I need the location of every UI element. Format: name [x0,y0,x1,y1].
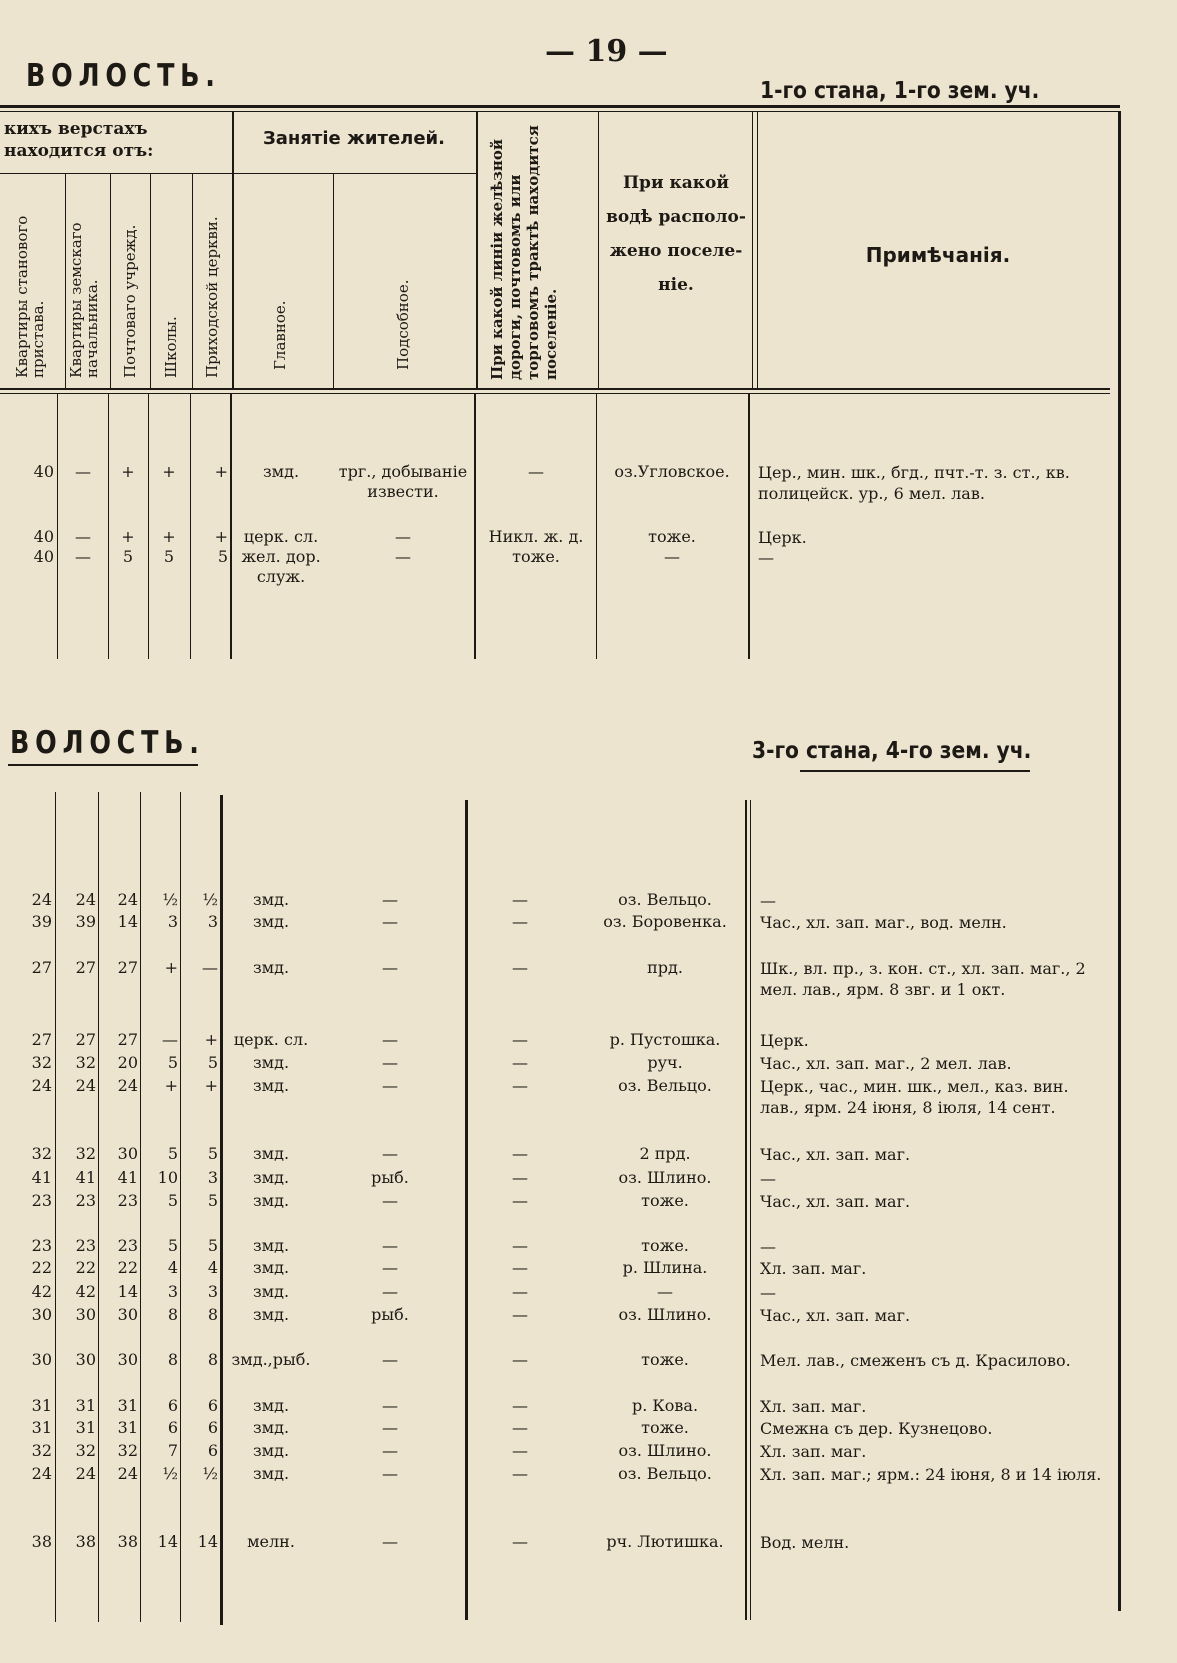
cell-church: + [214,527,228,546]
cell-stan: 32 [31,1053,52,1072]
bot-col-line-2 [98,792,99,1622]
cell-main: змд. [252,1396,290,1415]
cell-zem: 30 [75,1305,96,1324]
cell-road: Никл. ж. д. [488,527,584,546]
cell-main: змд. [252,890,290,909]
cell-school: 4 [167,1258,178,1277]
cell-road: — [512,1236,528,1255]
hdr-sep-3 [150,173,151,388]
col-header-stan: Квартиры станового пристава. [13,215,47,378]
col-header-post: Почтоваго учрежд. [121,224,139,378]
cell-post: 5 [122,547,134,566]
cell-main: змд.,рыб. [231,1350,311,1369]
cell-school: 10 [157,1168,178,1187]
cell-water: рч. Лютишка. [606,1532,724,1551]
cell-note: — [758,548,774,567]
cell-stan: 30 [31,1305,52,1324]
cell-stan: 40 [33,527,54,546]
cell-water: р. Кова. [631,1396,699,1415]
col-header-main: Главное. [271,300,289,370]
cell-note: — [760,1169,776,1188]
cell-stan: 31 [31,1418,52,1437]
cell-zem: 38 [75,1532,96,1551]
cell-zem: — [75,547,91,566]
cell-school: + [164,1076,178,1095]
cell-church: + [214,462,228,481]
cell-school: 5 [167,1236,178,1255]
cell-stan: 27 [31,958,52,977]
cell-church: 6 [207,1418,218,1437]
cell-post: 30 [117,1144,138,1163]
hdr-sep-9 [752,111,753,388]
cell-post: 24 [117,890,138,909]
hdr-sep-1 [65,173,66,388]
cell-post: 24 [117,1076,138,1095]
distance-group-header: кихъ верстахъ находится отъ: [4,119,154,161]
cell-post: 14 [117,912,138,931]
cell-main: змд. [252,1464,290,1483]
bot-col-line-6 [465,800,468,1620]
stan-heading-bottom: 3-го стана, 4-го зем. уч. [752,738,1032,764]
cell-main: церк. сл. [243,527,319,546]
cell-side: — [382,1076,398,1095]
cell-main: змд. [252,1191,290,1210]
cell-main: змд. [262,462,300,481]
cell-road: — [512,1030,528,1049]
cell-stan: 23 [31,1236,52,1255]
cell-stan: 24 [31,890,52,909]
cell-post: 30 [117,1350,138,1369]
top-col-line-1 [57,394,58,659]
cell-note: Хл. зап. маг. [760,1442,867,1461]
cell-road: тоже. [512,547,560,566]
cell-school: ½ [162,890,178,909]
cell-road: — [512,1258,528,1277]
cell-stan: 24 [31,1076,52,1095]
cell-zem: — [75,527,91,546]
header-top-rule [0,105,1120,108]
cell-school: 5 [167,1191,178,1210]
cell-church: ½ [202,890,218,909]
cell-school: 7 [167,1441,178,1460]
cell-school: 5 [167,1144,178,1163]
cell-zem: 24 [75,1464,96,1483]
cell-main: жел. дор. служ. [241,547,321,586]
section-heading-bottom: ВОЛОСТЬ. [10,725,205,761]
cell-school: + [162,527,176,546]
cell-zem: — [75,462,91,481]
cell-road: — [512,1396,528,1415]
cell-water: оз. Вельцо. [618,1076,712,1095]
hdr-sep-2 [110,173,111,388]
cell-church: 5 [207,1236,218,1255]
cell-zem: 41 [75,1168,96,1187]
cell-zem: 27 [75,1030,96,1049]
header-rule-2 [0,111,1120,112]
cell-stan: 38 [31,1532,52,1551]
cell-road: — [512,1464,528,1483]
cell-post: 23 [117,1236,138,1255]
cell-stan: 40 [33,462,54,481]
cell-note: — [760,1237,776,1256]
hdr-sep-5 [232,111,234,388]
cell-zem: 23 [75,1191,96,1210]
cell-note: Мел. лав., смеженъ съ д. Красилово. [760,1351,1071,1370]
cell-main: змд. [252,1144,290,1163]
cell-note: Хл. зап. маг. [760,1397,867,1416]
cell-post: 24 [117,1464,138,1483]
cell-school: — [162,1030,178,1049]
cell-post: 14 [117,1282,138,1301]
cell-road: — [512,1350,528,1369]
cell-water: тоже. [641,1350,689,1369]
cell-zem: 39 [75,912,96,931]
cell-road: — [512,890,528,909]
col-header-road: При какой линіи желѣзной дороги, почтовомъ или торговомъ трактѣ находится поселеніе. [488,125,560,380]
top-col-line-7 [596,394,597,659]
col-header-school: Школы. [162,316,180,378]
right-border [1118,111,1121,1611]
bot-col-line-7 [745,800,747,1620]
cell-side: — [382,1191,398,1210]
cell-main: змд. [252,912,290,931]
stan-underline-bottom [800,770,1030,772]
cell-road: — [512,912,528,931]
cell-school: 8 [167,1350,178,1369]
cell-stan: 22 [31,1258,52,1277]
cell-note: Церк. [760,1031,809,1050]
bot-col-line-5 [220,795,223,1625]
cell-road: — [512,1532,528,1551]
cell-church: 3 [207,1282,218,1301]
cell-post: 22 [117,1258,138,1277]
cell-zem: 31 [75,1396,96,1415]
cell-main: змд. [252,958,290,977]
cell-road: — [512,1305,528,1324]
cell-note: Смежна съ дер. Кузнецово. [760,1419,993,1438]
cell-water: оз. Боровенка. [603,912,727,931]
cell-main: змд. [252,1168,290,1187]
cell-church: 5 [207,1053,218,1072]
cell-school: + [162,462,176,481]
cell-stan: 39 [31,912,52,931]
occupation-header: Занятіе жителей. [262,128,445,149]
cell-water: оз. Вельцо. [618,890,712,909]
cell-post: 31 [117,1396,138,1415]
cell-water: оз. Шлино. [618,1305,712,1324]
cell-water: тоже. [641,1418,689,1437]
cell-water: руч. [647,1053,683,1072]
cell-side: — [395,527,411,546]
col-header-water: При какой водѣ расположено поселеніе. [606,173,746,295]
cell-note: Час., хл. зап. маг. [760,1306,911,1325]
stan-heading-top: 1-го стана, 1-го зем. уч. [760,78,1040,104]
hdr-sep-4 [192,173,193,388]
cell-main: змд. [252,1236,290,1255]
cell-note: Церк. [758,528,807,547]
cell-church: — [202,958,218,977]
cell-zem: 24 [75,890,96,909]
hdr-sep-9b [757,111,758,388]
cell-main: змд. [252,1282,290,1301]
cell-church: 8 [207,1305,218,1324]
cell-side: — [382,1053,398,1072]
top-col-line-6 [474,394,476,659]
cell-side: — [395,547,411,566]
cell-zem: 32 [75,1441,96,1460]
cell-side: — [382,1258,398,1277]
section-heading-top: ВОЛОСТЬ. [26,58,221,94]
cell-zem: 27 [75,958,96,977]
hdr-sep-7 [476,111,478,388]
cell-post: 31 [117,1418,138,1437]
cell-zem: 42 [75,1282,96,1301]
cell-side: рыб. [371,1305,409,1324]
cell-church: 3 [207,1168,218,1187]
col-header-church: Приходской церкви. [203,216,221,378]
cell-zem: 23 [75,1236,96,1255]
cell-note: Церк., час., мин. шк., мел., каз. вин. лав., ярм. 24 іюня, 8 іюля, 14 сент. [760,1077,1069,1117]
cell-water: оз. Шлино. [618,1441,712,1460]
cell-school: + [164,958,178,977]
cell-note: Вод. мелн. [760,1533,850,1552]
cell-post: + [121,462,135,481]
cell-post: 41 [117,1168,138,1187]
cell-post: 23 [117,1191,138,1210]
cell-zem: 32 [75,1053,96,1072]
cell-school: 5 [163,547,175,566]
cell-road: — [512,1144,528,1163]
header-bottom-rule [0,388,1110,390]
cell-stan: 41 [31,1168,52,1187]
cell-water: 2 прд. [639,1144,691,1163]
cell-side: — [382,912,398,931]
cell-road: — [512,958,528,977]
cell-church: 4 [207,1258,218,1277]
cell-water: оз. Шлино. [618,1168,712,1187]
cell-side: — [382,1350,398,1369]
cell-note: Цер., мин. шк., бгд., пчт.-т. з. ст., кв. полицейск. ур., 6 мел. лав. [758,463,1070,503]
cell-zem: 30 [75,1350,96,1369]
cell-note: Час., хл. зап. маг. [760,1192,911,1211]
cell-church: 5 [207,1144,218,1163]
hdr-sep-8 [598,111,599,388]
cell-note: Хл. зап. маг. [760,1259,867,1278]
cell-school: 14 [157,1532,178,1551]
cell-water: прд. [647,958,683,977]
cell-note: Час., хл. зап. маг., вод. мелн. [760,913,1007,932]
cell-water: — [664,547,680,566]
cell-side: трг., добываніе извести. [338,462,468,501]
col-header-zemsk: Квартиры земскаго начальника. [67,222,101,378]
bot-col-line-7b [750,800,751,1620]
col-header-notes: Примѣчанія. [865,243,1011,267]
cell-road: — [528,462,544,481]
cell-school: 5 [167,1053,178,1072]
cell-water: р. Шлина. [622,1258,708,1277]
bot-col-line-3 [140,792,141,1622]
cell-side: рыб. [371,1168,409,1187]
cell-note: Час., хл. зап. маг., 2 мел. лав. [760,1054,1012,1073]
cell-post: 30 [117,1305,138,1324]
cell-side: — [382,958,398,977]
cell-post: 32 [117,1441,138,1460]
cell-side: — [382,1236,398,1255]
cell-school: ½ [162,1464,178,1483]
top-col-line-4 [190,394,191,659]
hdr-sep-6 [333,173,334,388]
cell-road: — [512,1418,528,1437]
cell-note: Хл. зап. маг.; ярм.: 24 іюня, 8 и 14 іюля. [760,1465,1102,1484]
cell-church: 6 [207,1441,218,1460]
cell-water: р. Пустошка. [609,1030,721,1049]
heading-underline-bottom [8,764,198,766]
header-bottom-rule-2 [0,393,1110,394]
cell-zem: 22 [75,1258,96,1277]
cell-water: тоже. [641,1236,689,1255]
cell-church: 5 [217,547,228,566]
cell-main: церк. сл. [233,1030,309,1049]
cell-post: + [121,527,135,546]
cell-stan: 24 [31,1464,52,1483]
cell-post: 38 [117,1532,138,1551]
cell-church: + [204,1030,218,1049]
cell-main: змд. [252,1418,290,1437]
cell-main: змд. [252,1053,290,1072]
cell-stan: 31 [31,1396,52,1415]
top-col-line-2 [108,394,109,659]
cell-note: Шк., вл. пр., з. кон. ст., хл. зап. маг., 2 мел. лав., ярм. 8 звг. и 1 окт. [760,959,1086,999]
cell-zem: 24 [75,1076,96,1095]
cell-main: змд. [252,1076,290,1095]
cell-church: 5 [207,1191,218,1210]
cell-school: 6 [167,1418,178,1437]
cell-side: — [382,1144,398,1163]
cell-stan: 23 [31,1191,52,1210]
cell-main: мелн. [247,1532,295,1551]
cell-side: — [382,1396,398,1415]
cell-road: — [512,1282,528,1301]
cell-road: — [512,1076,528,1095]
cell-stan: 32 [31,1144,52,1163]
cell-side: — [382,1464,398,1483]
cell-note: — [760,891,776,910]
cell-zem: 32 [75,1144,96,1163]
cell-water: тоже. [641,1191,689,1210]
cell-note: Час., хл. зап. маг. [760,1145,911,1164]
page-number: — 19 — [545,34,668,69]
cell-water: оз. Вельцо. [618,1464,712,1483]
cell-stan: 42 [31,1282,52,1301]
cell-church: 14 [197,1532,218,1551]
cell-road: — [512,1053,528,1072]
cell-school: 8 [167,1305,178,1324]
cell-main: змд. [252,1305,290,1324]
cell-side: — [382,1030,398,1049]
cell-church: 3 [207,912,218,931]
cell-road: — [512,1441,528,1460]
top-col-line-8 [748,394,750,659]
cell-post: 27 [117,958,138,977]
cell-school: 6 [167,1396,178,1415]
cell-side: — [382,1441,398,1460]
top-col-line-5 [230,394,232,659]
cell-stan: 30 [31,1350,52,1369]
cell-road: — [512,1191,528,1210]
cell-water: оз.Угловское. [614,462,730,481]
top-col-line-3 [148,394,149,659]
cell-main: змд. [252,1441,290,1460]
cell-main: змд. [252,1258,290,1277]
cell-school: 3 [167,1282,178,1301]
cell-church: 8 [207,1350,218,1369]
occupation-subrule [232,173,476,174]
cell-side: — [382,890,398,909]
cell-water: — [657,1282,673,1301]
bot-col-line-1 [55,792,56,1622]
cell-church: 6 [207,1396,218,1415]
cell-stan: 40 [33,547,54,566]
cell-side: — [382,1282,398,1301]
cell-stan: 32 [31,1441,52,1460]
cell-post: 20 [117,1053,138,1072]
cell-water: тоже. [648,527,696,546]
cell-road: — [512,1168,528,1187]
bot-col-line-4 [180,792,181,1622]
cell-zem: 31 [75,1418,96,1437]
cell-church: + [204,1076,218,1095]
cell-stan: 27 [31,1030,52,1049]
distance-subrule [0,173,232,174]
cell-church: ½ [202,1464,218,1483]
cell-side: — [382,1418,398,1437]
cell-post: 27 [117,1030,138,1049]
cell-school: 3 [167,912,178,931]
cell-note: — [760,1283,776,1302]
cell-side: — [382,1532,398,1551]
col-header-side: Подсобное. [394,279,412,370]
